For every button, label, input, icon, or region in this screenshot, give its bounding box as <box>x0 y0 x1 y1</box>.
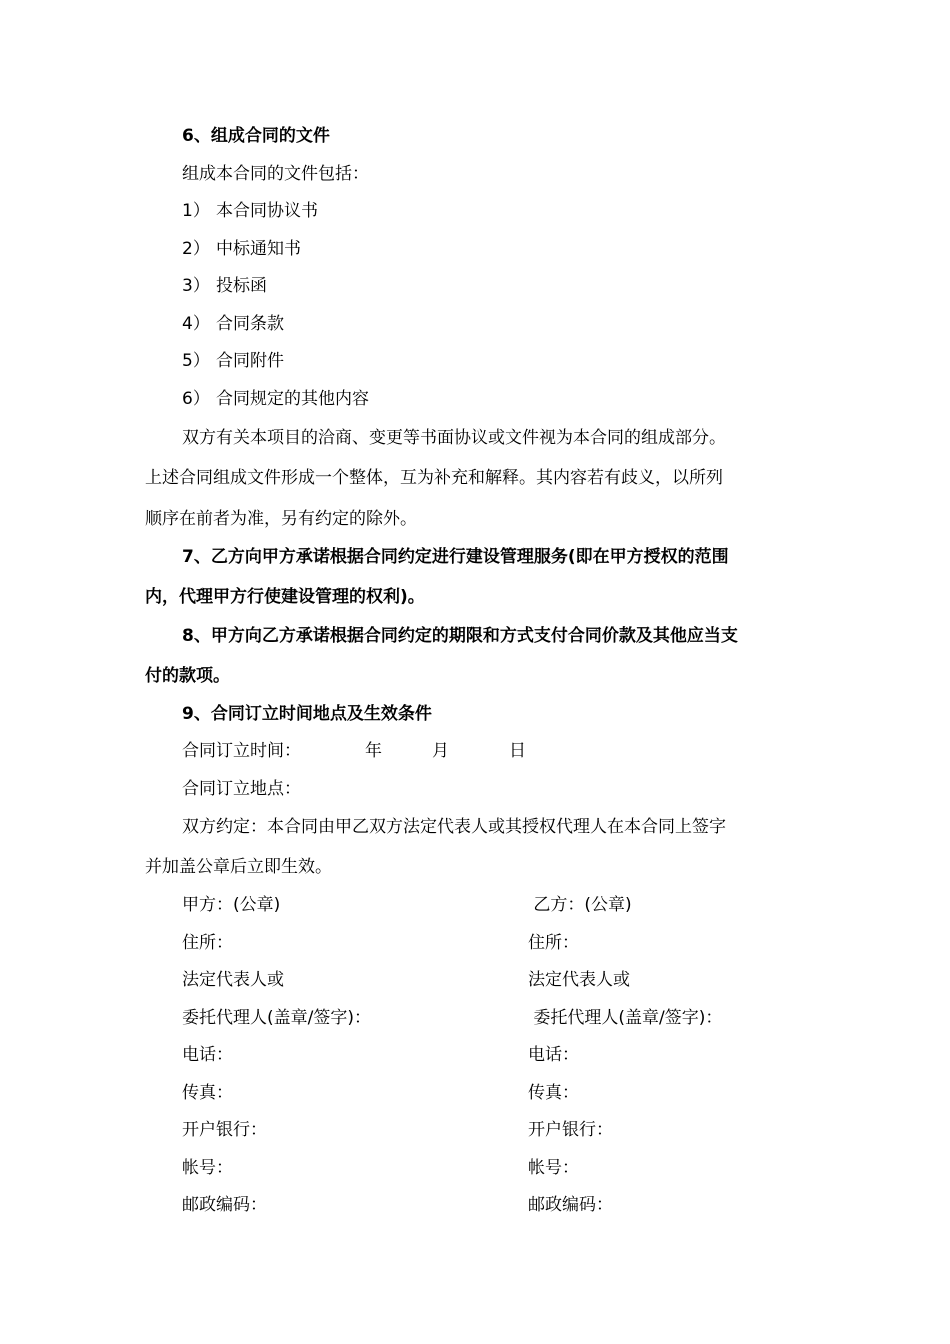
party-b-address-label: 住所： <box>528 933 579 953</box>
signing-day: 日 <box>509 741 526 761</box>
list-item <box>182 239 301 259</box>
signing-time-label: 合同订立时间： <box>182 741 301 761</box>
party-b-agent-label: 委托代理人(盖章/签字)： <box>528 1008 723 1028</box>
list-item <box>182 201 318 221</box>
section7-line: 7、乙方向甲方承诺根据合同约定进行建设管理服务(即在甲方授权的范围 <box>182 547 729 567</box>
list-item <box>182 314 284 334</box>
party-a-account-label: 帐号： <box>182 1158 233 1178</box>
list-item-number: 2） <box>182 239 210 259</box>
party-a-address-label: 住所： <box>182 933 233 953</box>
list-item <box>182 389 369 409</box>
section7-line: 内，代理甲方行使建设管理的权利)。 <box>145 587 425 607</box>
signing-place-label: 合同订立地点： <box>182 779 301 799</box>
list-item-text: 投标函 <box>216 276 267 296</box>
section9-heading: 9、合同订立时间地点及生效条件 <box>182 704 432 724</box>
party-b-legal-rep-label: 法定代表人或 <box>528 970 630 990</box>
list-item-text: 中标通知书 <box>216 239 301 259</box>
section6-paragraph-line: 双方有关本项目的洽商、变更等书面协议或文件视为本合同的组成部分。 <box>182 428 726 448</box>
list-item-text: 本合同协议书 <box>216 201 318 221</box>
effect-clause-line: 并加盖公章后立即生效。 <box>145 857 332 877</box>
list-item-text: 合同条款 <box>216 314 284 334</box>
list-item-number: 6） <box>182 389 210 409</box>
party-a-legal-rep-label: 法定代表人或 <box>182 970 284 990</box>
list-item <box>182 351 284 371</box>
signing-year: 年 <box>365 741 382 761</box>
section6-heading: 6、组成合同的文件 <box>182 126 330 146</box>
section6-paragraph-line: 上述合同组成文件形成一个整体，互为补充和解释。其内容若有歧义，以所列 <box>145 468 723 488</box>
list-item-number: 3） <box>182 276 210 296</box>
list-item-number: 5） <box>182 351 210 371</box>
party-b-phone-label: 电话： <box>528 1045 579 1065</box>
party-a-seal-label: 甲方：(公章) <box>182 895 281 915</box>
party-a-bank-label: 开户银行： <box>182 1120 267 1140</box>
section6-paragraph-line: 顺序在前者为准，另有约定的除外。 <box>145 509 417 529</box>
party-a-phone-label: 电话： <box>182 1045 233 1065</box>
party-a-fax-label: 传真： <box>182 1083 233 1103</box>
party-b-fax-label: 传真： <box>528 1083 579 1103</box>
section8-line: 付的款项。 <box>145 666 230 686</box>
party-a-agent-label: 委托代理人(盖章/签字)： <box>182 1008 371 1028</box>
party-b-seal-label: 乙方：(公章) <box>528 895 632 915</box>
list-item-number: 4） <box>182 314 210 334</box>
party-b-bank-label: 开户银行： <box>528 1120 613 1140</box>
section8-line: 8、甲方向乙方承诺根据合同约定的期限和方式支付合同价款及其他应当支 <box>182 626 738 646</box>
signing-month: 月 <box>432 741 449 761</box>
party-b-account-label: 帐号： <box>528 1158 579 1178</box>
section6-intro: 组成本合同的文件包括： <box>182 164 369 184</box>
list-item-number: 1） <box>182 201 210 221</box>
list-item <box>182 276 267 296</box>
effect-clause-line: 双方约定：本合同由甲乙双方法定代表人或其授权代理人在本合同上签字 <box>182 817 726 837</box>
party-b-postcode-label: 邮政编码： <box>528 1195 613 1215</box>
list-item-text: 合同附件 <box>216 351 284 371</box>
party-a-postcode-label: 邮政编码： <box>182 1195 267 1215</box>
list-item-text: 合同规定的其他内容 <box>216 389 369 409</box>
